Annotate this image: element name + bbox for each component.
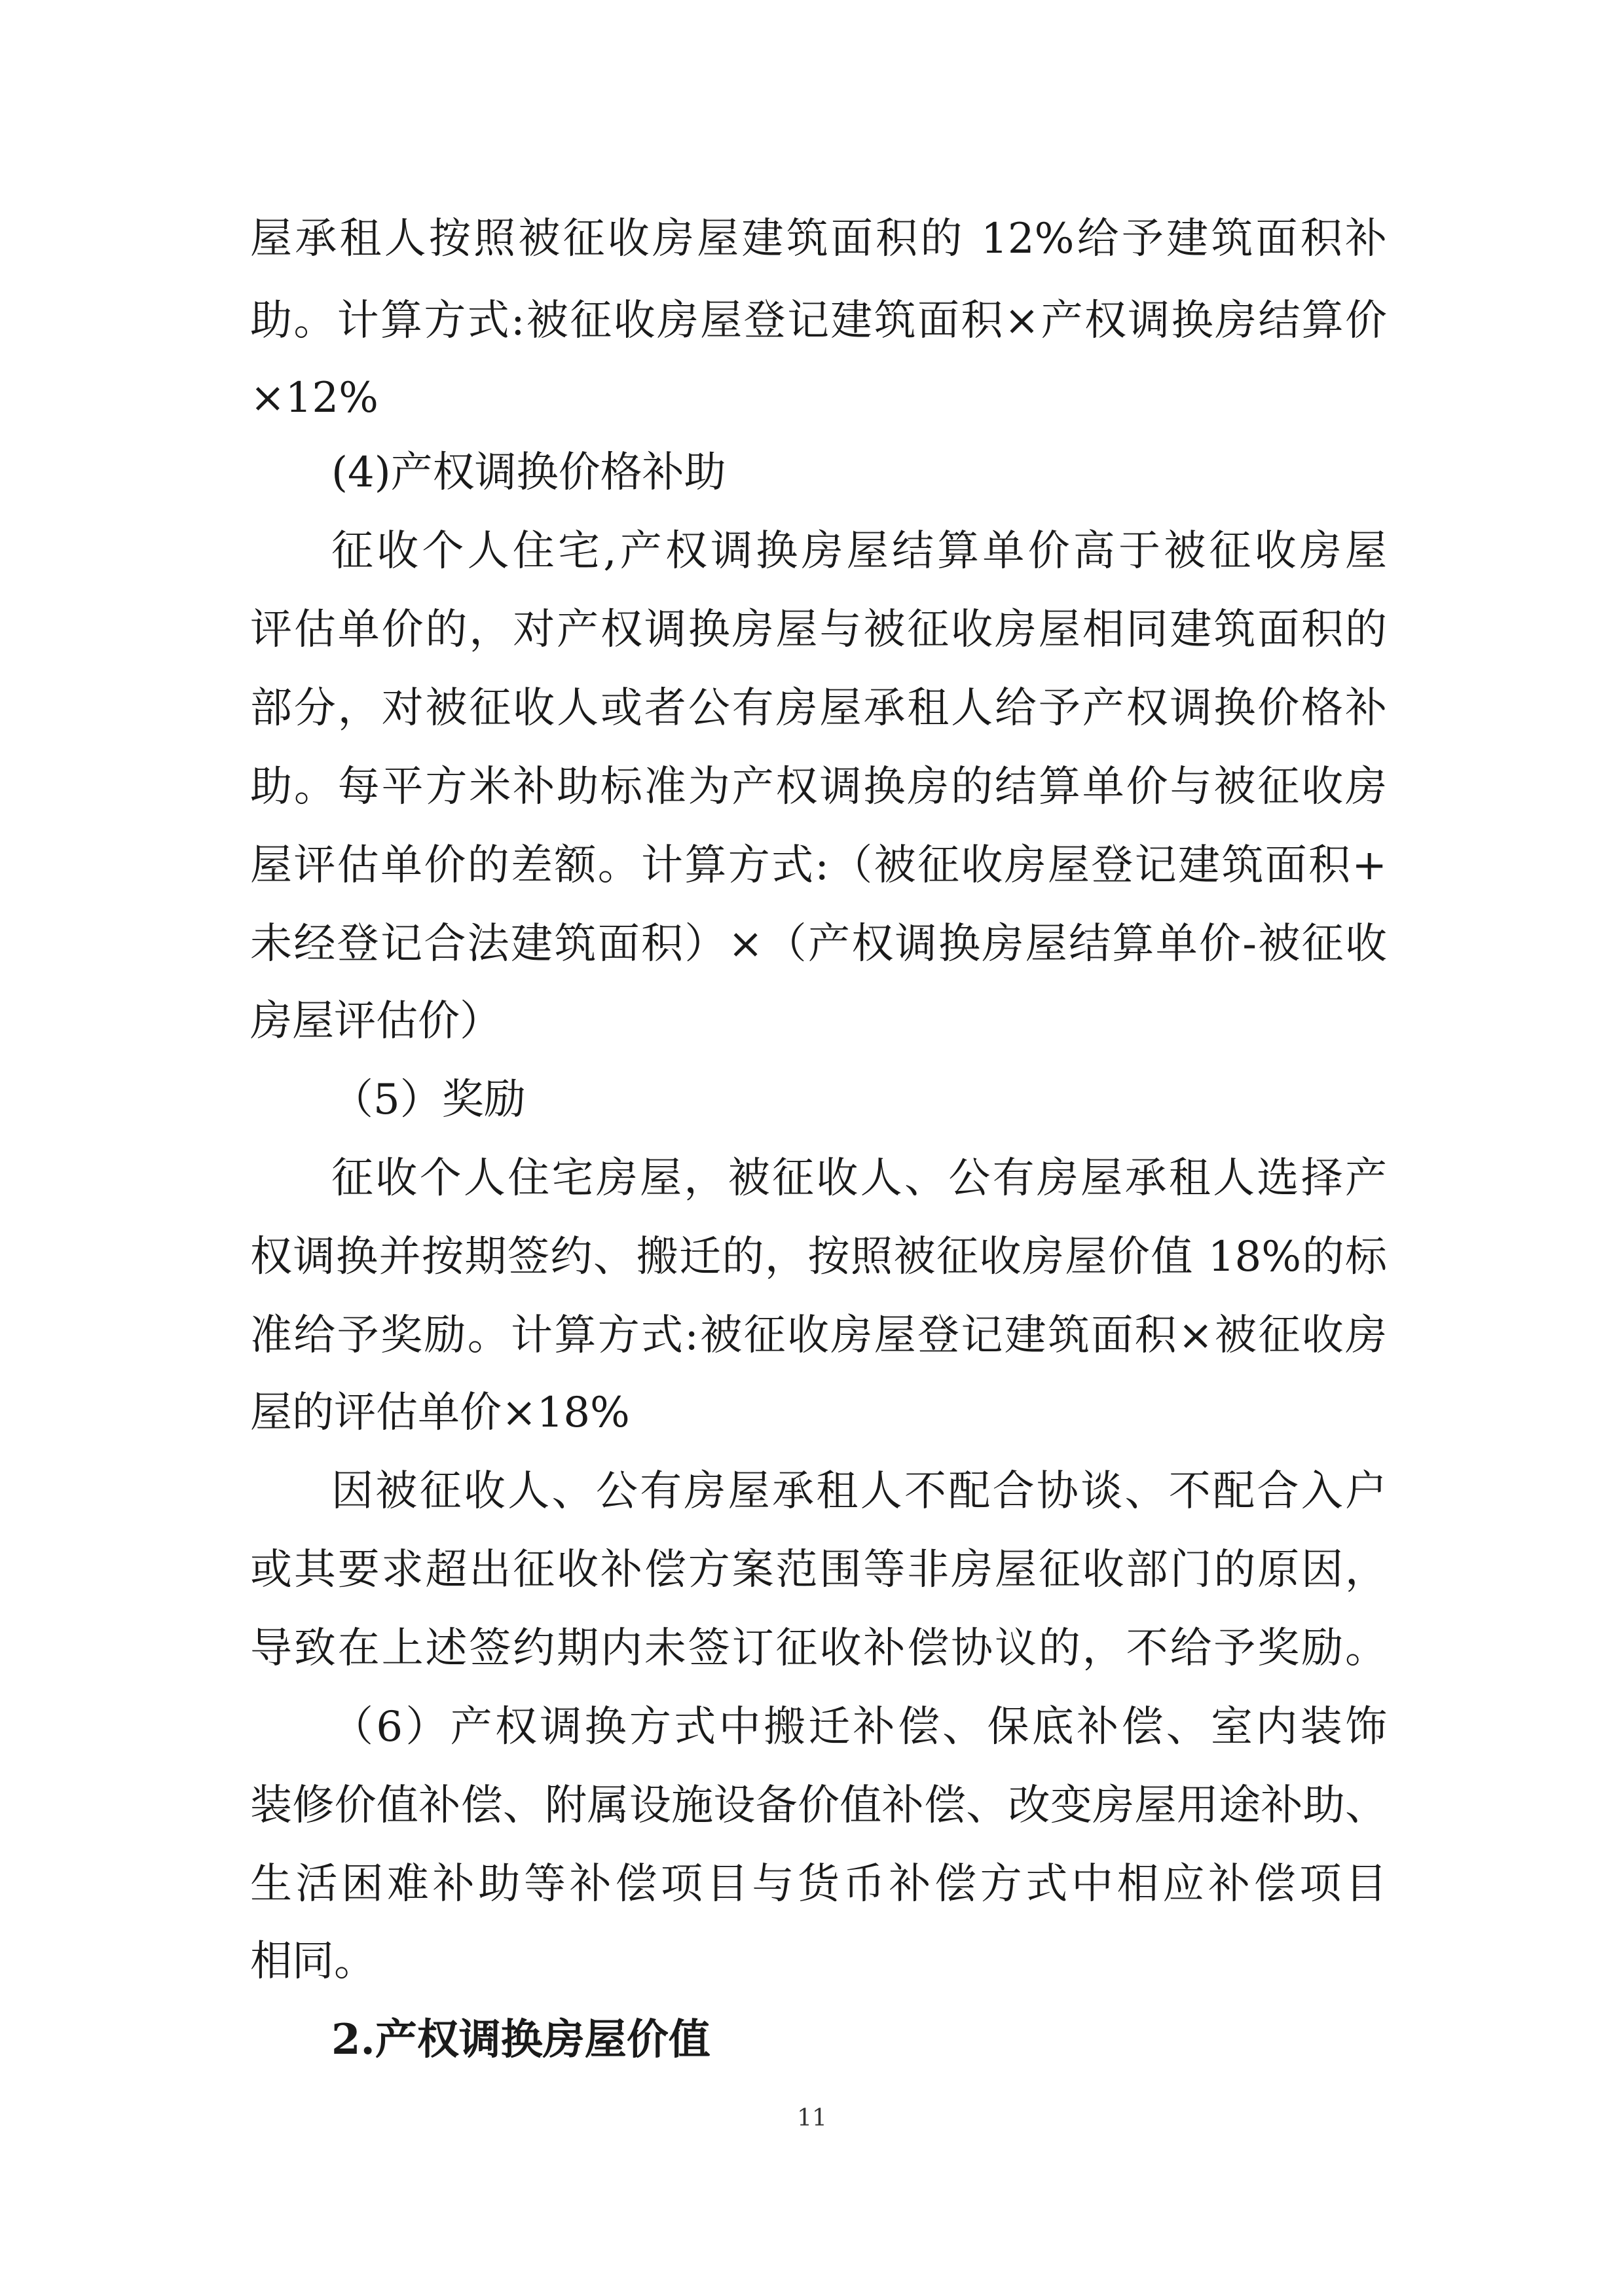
body-text-line: 助。每平方米补助标准为产权调换房的结算单价与被征收房 bbox=[250, 763, 1387, 811]
body-text-line: （6）产权调换方式中搬迁补偿、保底补偿、室内装饰 bbox=[331, 1703, 1387, 1751]
body-text-line: 助。计算方式:被征收房屋登记建筑面积×产权调换房结算价 bbox=[250, 297, 1387, 345]
body-text-line: 部分，对被征收人或者公有房屋承租人给予产权调换价格补 bbox=[250, 684, 1387, 733]
body-text-line: 或其要求超出征收补偿方案范围等非房屋征收部门的原因， bbox=[250, 1546, 1387, 1594]
page-number: 11 bbox=[797, 2105, 827, 2132]
body-text-line: 房屋评估价） bbox=[250, 997, 502, 1046]
body-text-line: 导致在上述签约期内未签订征收补偿协议的，不给予奖励。 bbox=[250, 1624, 1387, 1673]
body-text-line: 未经登记合法建筑面积）×（产权调换房屋结算单价-被征收 bbox=[250, 920, 1387, 968]
body-text-line: 因被征收人、公有房屋承租人不配合协谈、不配合入户 bbox=[331, 1467, 1387, 1516]
body-text-line: 屋的评估单价×18% bbox=[250, 1389, 630, 1437]
body-text-line: 评估单价的，对产权调换房屋与被征收房屋相同建筑面积的 bbox=[250, 606, 1387, 654]
body-text-line: 征收个人住宅,产权调换房屋结算单价高于被征收房屋 bbox=[331, 527, 1387, 575]
section-heading: (4)产权调换价格补助 bbox=[331, 448, 726, 497]
body-text-line: 权调换并按期签约、搬迁的，按照被征收房屋价值 18%的标 bbox=[250, 1233, 1387, 1281]
section-heading: （5）奖励 bbox=[331, 1076, 526, 1124]
body-text-line: 装修价值补偿、附属设施设备价值补偿、改变房屋用途补助、 bbox=[250, 1781, 1387, 1830]
body-text-line: ×12% bbox=[250, 374, 378, 422]
body-text-line: 屋承租人按照被征收房屋建筑面积的 12%给予建筑面积补 bbox=[250, 215, 1387, 263]
body-text-line: 相同。 bbox=[250, 1937, 376, 1986]
body-text-line: 屋评估单价的差额。计算方式:（被征收房屋登记建筑面积+ bbox=[250, 841, 1387, 890]
subsection-heading: 2.产权调换房屋价值 bbox=[331, 2015, 710, 2064]
body-text-line: 生活困难补助等补偿项目与货币补偿方式中相应补偿项目 bbox=[250, 1860, 1387, 1908]
body-text-line: 征收个人住宅房屋，被征收人、公有房屋承租人选择产 bbox=[331, 1154, 1387, 1203]
body-text-line: 准给予奖励。计算方式:被征收房屋登记建筑面积×被征收房 bbox=[250, 1311, 1387, 1360]
